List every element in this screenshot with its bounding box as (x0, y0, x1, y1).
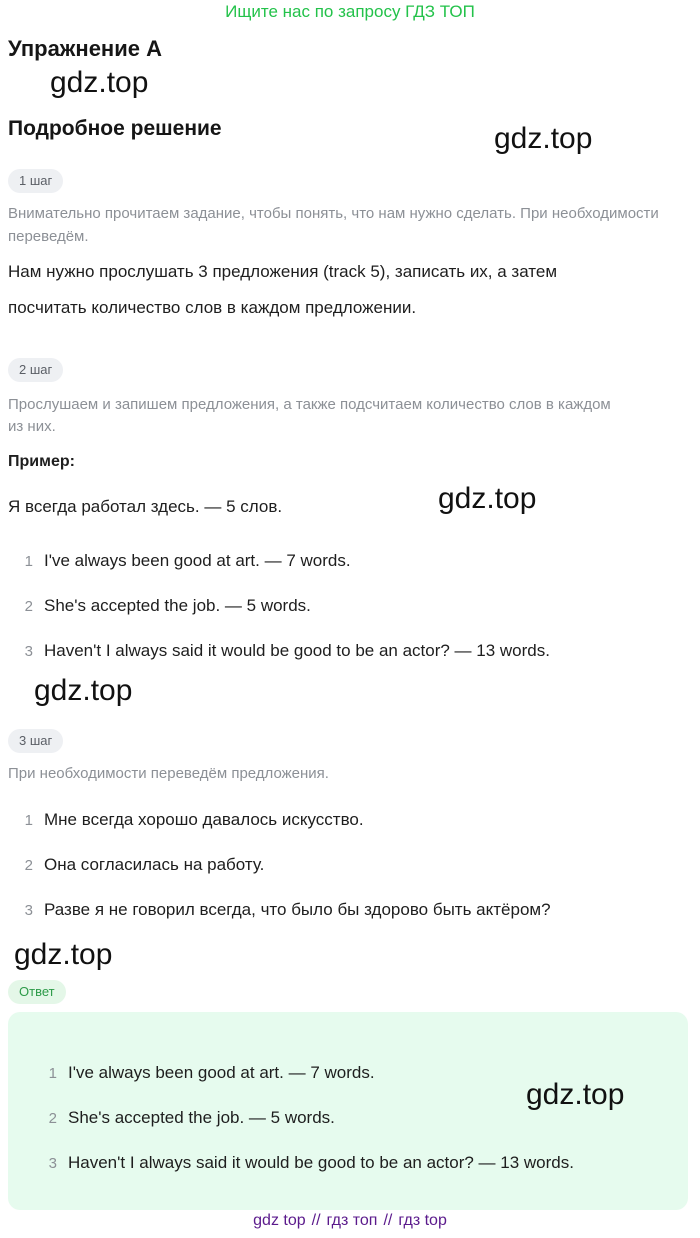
step-1-text-line-1: Нам нужно прослушать 3 предложения (track 5), записать их, а затем (8, 262, 558, 281)
watermark: gdz.top (438, 482, 537, 515)
step-badge-1: 1 шаг (8, 169, 63, 193)
list-item-number: 1 (24, 553, 33, 570)
list-item-number: 1 (24, 812, 33, 829)
watermark: gdz.top (526, 1078, 625, 1111)
step-2-hint-line-1: Прослушаем и запишем предложения, а также подсчитаем количество слов в каждом (8, 396, 611, 413)
watermark: gdz.top (14, 938, 113, 971)
example-label: Пример: (8, 453, 75, 470)
step-badge-3: 3 шаг (8, 729, 63, 753)
step-3-hint: При необходимости переведём предложения. (8, 765, 329, 782)
footer-link[interactable]: гдз топ (326, 1212, 378, 1229)
list-item: Она согласилась на работу. (44, 855, 265, 874)
example-text: Я всегда работал здесь. — 5 слов. (8, 497, 283, 516)
answer-badge: Ответ (8, 980, 66, 1004)
answer-item-number: 3 (48, 1155, 57, 1172)
list-item-number: 3 (24, 643, 33, 660)
footer-separator: // (383, 1212, 393, 1229)
watermark: gdz.top (34, 674, 133, 707)
step-badge-2: 2 шаг (8, 358, 63, 382)
footer-link[interactable]: гдз top (398, 1212, 447, 1229)
list-item: I've always been good at art. — 7 words. (44, 551, 351, 570)
list-item: Haven't I always said it would be good to be an actor? — 13 words. (44, 641, 550, 660)
footer-links (0, 1212, 700, 1230)
step-1-text-line-2: посчитать количество слов в каждом предложении. (8, 298, 417, 317)
list-item: She's accepted the job. — 5 words. (44, 596, 311, 615)
answer-item-number: 1 (48, 1065, 57, 1082)
answer-item: I've always been good at art. — 7 words. (68, 1063, 375, 1082)
answer-item-number: 2 (48, 1110, 57, 1127)
list-item-number: 3 (24, 902, 33, 919)
solution-heading: Подробное решение (8, 117, 222, 140)
list-item-number: 2 (24, 857, 33, 874)
list-item: Разве я не говорил всегда, что было бы здорово быть актёром? (44, 900, 551, 919)
watermark: gdz.top (50, 66, 149, 99)
step-1-hint: Внимательно прочитаем задание, чтобы понять, что нам нужно сделать. При необходимости переведём. (8, 205, 659, 245)
list-item-number: 2 (24, 598, 33, 615)
footer-link[interactable]: gdz top (253, 1212, 306, 1229)
page-title: Упражнение A (8, 36, 162, 61)
list-item: Мне всегда хорошо давалось искусство. (44, 810, 364, 829)
step-2-hint-line-2: из них. (8, 418, 56, 435)
answer-item: She's accepted the job. — 5 words. (68, 1108, 335, 1127)
footer-separator: // (311, 1212, 321, 1229)
top-banner[interactable]: Ищите нас по запросу ГДЗ ТОП (225, 2, 475, 21)
answer-item: Haven't I always said it would be good to be an actor? — 13 words. (68, 1153, 574, 1172)
watermark: gdz.top (494, 122, 593, 155)
